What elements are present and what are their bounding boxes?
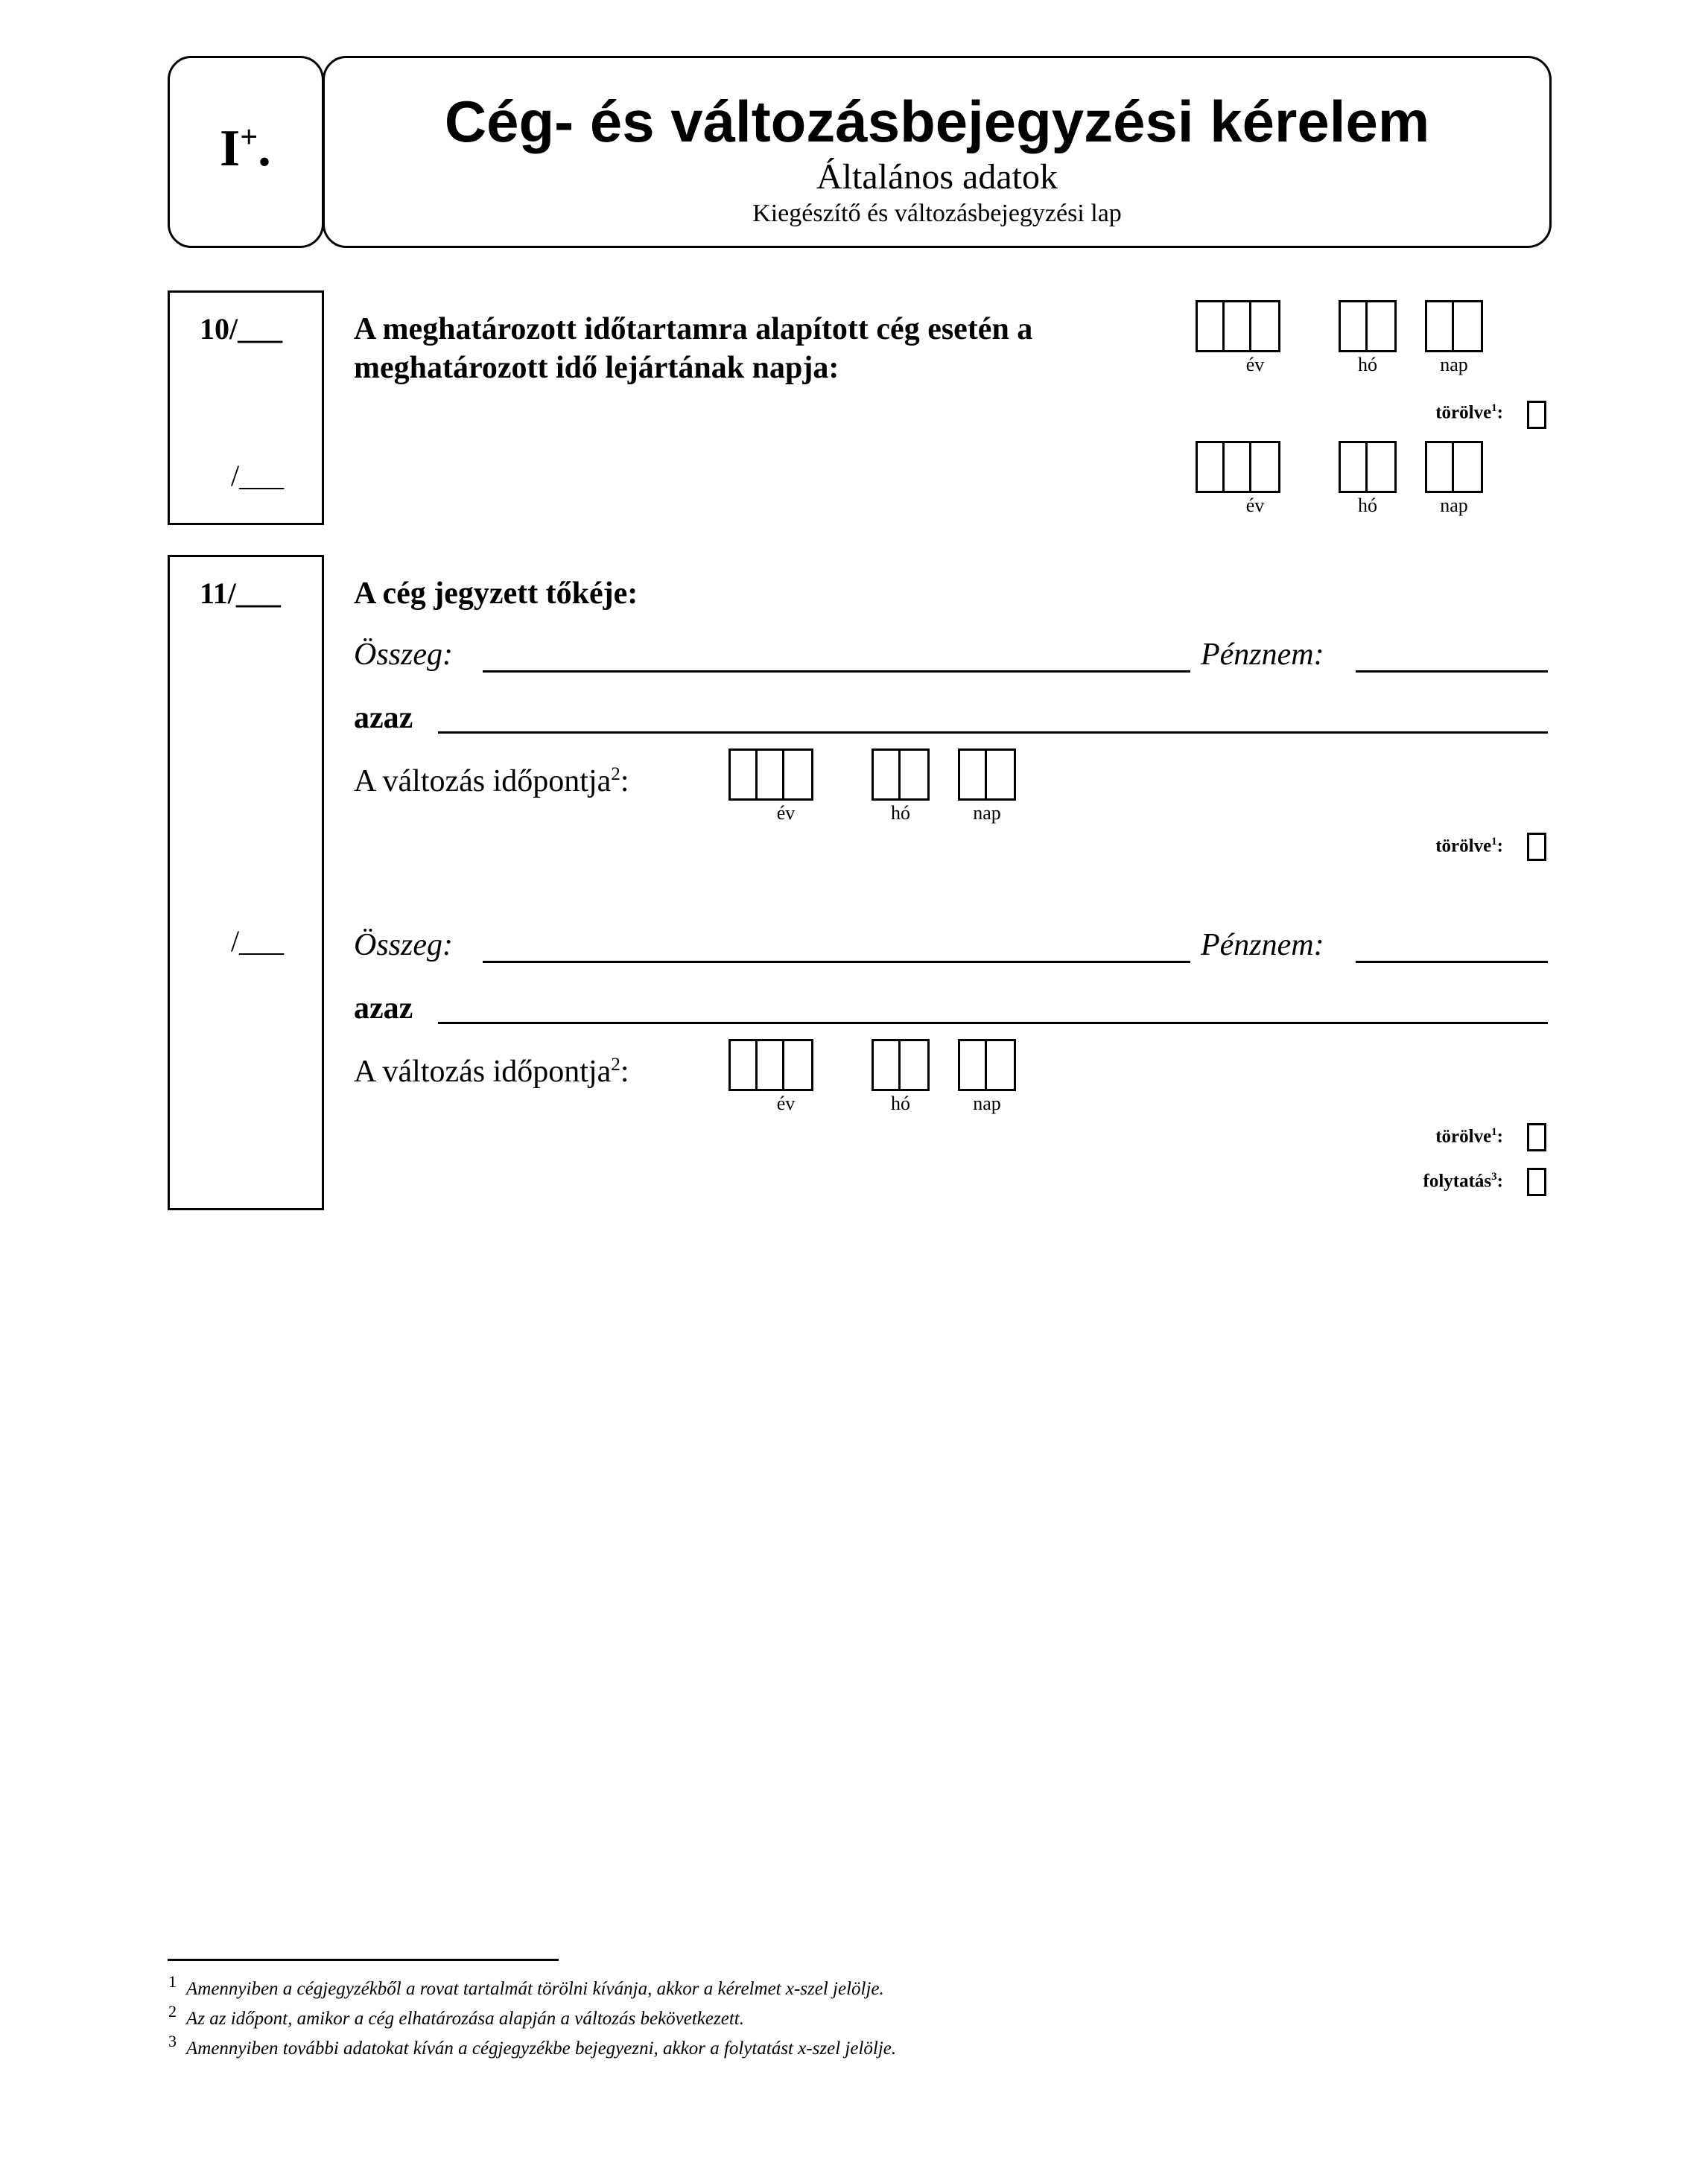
- s11-deleted-colon-1: :: [1496, 836, 1503, 856]
- s11-deleted-label-2: [1341, 1126, 1503, 1147]
- s11-deleted-checkbox-2[interactable]: [1527, 1123, 1546, 1151]
- footnote-1-num: 1: [168, 1972, 177, 1991]
- s11-azaz-input-2[interactable]: [438, 1022, 1548, 1024]
- s11-deleted-sup-2: 1: [1491, 1126, 1497, 1138]
- section10-heading-1: A meghatározott időtartamra alapított cég esetén a: [354, 312, 1033, 346]
- s11-month-cells-1[interactable]: [872, 748, 930, 801]
- form-code-sup: +: [240, 120, 258, 155]
- s11-change-date-sup-1: 2: [611, 764, 620, 784]
- section11-heading: A cég jegyzett tőkéje:: [354, 576, 638, 611]
- s11-currency-label-1: Pénznem:: [1201, 638, 1324, 672]
- s11-currency-input-1[interactable]: [1356, 670, 1548, 673]
- s11-change-date-text-1: A változás időpontja: [354, 764, 612, 798]
- section10-number: 10/___: [200, 312, 283, 346]
- s10-year-cells-1[interactable]: [1196, 300, 1280, 352]
- s11-year-cells-2[interactable]: [728, 1039, 813, 1091]
- footnote-2-num: 2: [168, 2002, 177, 2021]
- s11-deleted-label-1: [1341, 836, 1503, 856]
- s11-year-cells-1[interactable]: [728, 748, 813, 801]
- s11-deleted-text-2: törölve: [1435, 1126, 1492, 1147]
- s11-currency-input-2[interactable]: [1356, 961, 1548, 963]
- form-code: [220, 119, 271, 179]
- s10-day-cells-1[interactable]: [1425, 300, 1483, 352]
- page-title: Cég- és változásbejegyzési kérelem: [444, 89, 1430, 154]
- s10-year-label-1: év: [1245, 354, 1265, 375]
- s10-year-cells-2[interactable]: [1196, 441, 1280, 493]
- section11-number-box: [168, 555, 324, 1210]
- s11-day-label-1: nap: [973, 802, 1001, 824]
- s11-continue-colon: :: [1496, 1171, 1503, 1192]
- s11-continue-checkbox[interactable]: [1527, 1168, 1546, 1196]
- s11-azaz-label-2: azaz: [354, 991, 413, 1026]
- s11-amount-input-1[interactable]: [483, 670, 1190, 673]
- s11-continue-label: [1341, 1171, 1503, 1192]
- s11-month-cells-2[interactable]: [872, 1039, 930, 1091]
- section10-heading-2: meghatározott idő lejártának napja:: [354, 351, 839, 385]
- s11-deleted-checkbox-1[interactable]: [1527, 833, 1546, 861]
- s11-change-date-label-1: [354, 763, 629, 799]
- s10-year-label-2: év: [1245, 495, 1265, 516]
- s11-azaz-input-1[interactable]: [438, 731, 1548, 734]
- s11-year-label-1: év: [776, 802, 796, 824]
- s11-day-cells-1[interactable]: [958, 748, 1016, 801]
- footnote-3-num: 3: [168, 2032, 177, 2050]
- s11-day-label-2: nap: [973, 1093, 1001, 1114]
- s11-month-label-1: hó: [891, 802, 910, 824]
- s10-day-cells-2[interactable]: [1425, 441, 1483, 493]
- s11-change-date-sup-2: 2: [611, 1055, 620, 1075]
- s11-amount-label-1: Összeg:: [354, 638, 453, 672]
- s11-continue-sup: 3: [1491, 1171, 1497, 1183]
- s11-deleted-sup-1: 1: [1491, 836, 1497, 848]
- s10-deleted-colon: :: [1496, 402, 1503, 423]
- s11-day-cells-2[interactable]: [958, 1039, 1016, 1091]
- s11-change-date-colon-2: :: [620, 1055, 629, 1089]
- s11-deleted-colon-2: :: [1496, 1126, 1503, 1147]
- s10-month-cells-2[interactable]: [1339, 441, 1397, 493]
- s11-change-date-label-2: [354, 1054, 629, 1090]
- s11-amount-input-2[interactable]: [483, 961, 1190, 963]
- form-code-main: I: [220, 120, 241, 177]
- s10-deleted-sup: 1: [1491, 402, 1497, 414]
- s10-day-label-1: nap: [1440, 354, 1468, 375]
- form-code-dot: .: [258, 120, 271, 177]
- s10-day-label-2: nap: [1440, 495, 1468, 516]
- section11-sub-number: /___: [231, 924, 285, 958]
- s11-change-date-text-2: A változás időpontja: [354, 1055, 612, 1089]
- footnote-1: Amennyiben a cégjegyzékből a rovat tartalmát törölni kívánja, akkor a kérelmet x-szel jelölje.: [186, 1979, 884, 1999]
- s10-month-label-1: hó: [1358, 354, 1377, 375]
- s11-year-label-2: év: [776, 1093, 796, 1114]
- section11-number: 11/___: [200, 576, 281, 610]
- s11-azaz-label-1: azaz: [354, 701, 413, 735]
- s10-deleted-text: törölve: [1435, 402, 1492, 423]
- page-subtitle2: Kiegészítő és változásbejegyzési lap: [752, 200, 1122, 227]
- s10-deleted-checkbox[interactable]: [1527, 401, 1546, 429]
- page-subtitle: Általános adatok: [816, 157, 1058, 197]
- s11-continue-text: folytatás: [1423, 1171, 1492, 1192]
- s10-deleted-label: [1341, 402, 1503, 423]
- s11-currency-label-2: Pénznem:: [1201, 928, 1324, 962]
- s11-month-label-2: hó: [891, 1093, 910, 1114]
- s11-change-date-colon-1: :: [620, 764, 629, 798]
- section10-sub-number: /___: [231, 459, 285, 492]
- s11-amount-label-2: Összeg:: [354, 928, 453, 962]
- footnote-2: Az az időpont, amikor a cég elhatározása alapján a változás bekövetkezett.: [186, 2009, 744, 2029]
- footnote-separator: [168, 1959, 559, 1961]
- s11-deleted-text-1: törölve: [1435, 836, 1492, 856]
- s10-month-label-2: hó: [1358, 495, 1377, 516]
- footnote-3: Amennyiben további adatokat kíván a cégjegyzékbe bejegyezni, akkor a folytatást x-szel jelölje.: [186, 2038, 897, 2059]
- s10-month-cells-1[interactable]: [1339, 300, 1397, 352]
